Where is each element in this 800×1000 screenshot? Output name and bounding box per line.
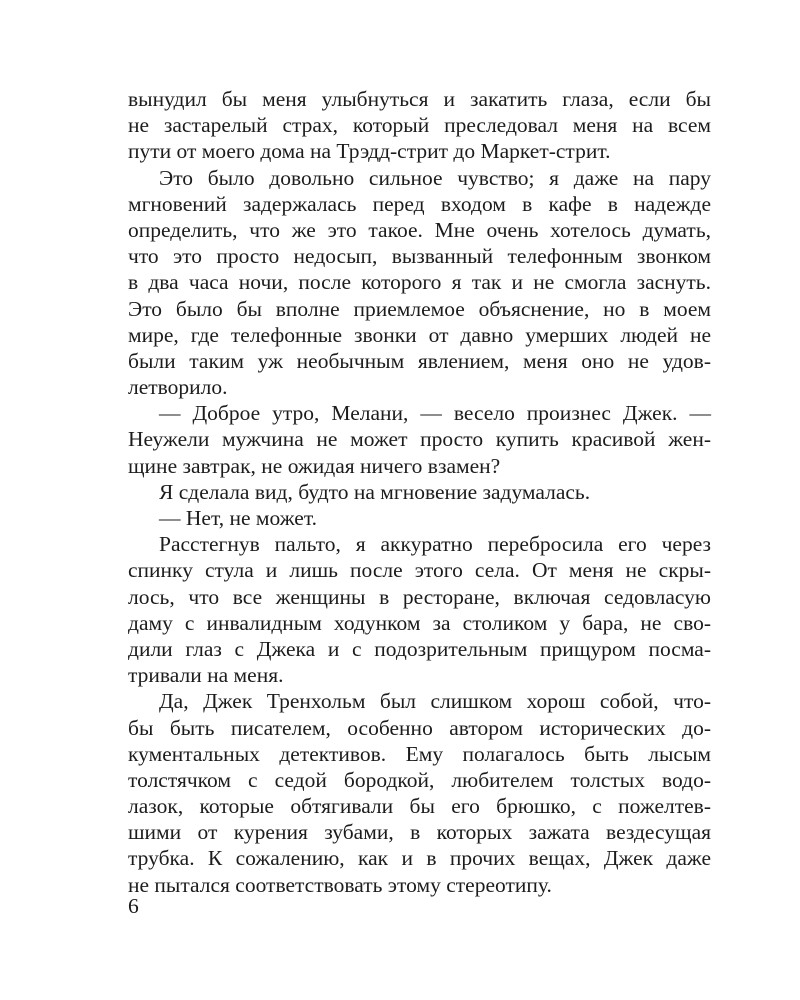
text-line: даму с инвалидным ходунком за столиком у бара, не сво-: [128, 610, 711, 635]
text-line: не пытался соответствовать этому стереотипу.: [128, 872, 552, 897]
text-line: определить, что же это такое. Мне очень хотелось думать,: [128, 217, 711, 242]
text-line: Да, Джек Тренхольм был слишком хорош собой, что-: [159, 689, 711, 714]
text-line: пути от моего дома на Трэдд-стрит до Маркет-стрит.: [128, 139, 611, 164]
text-line: что это просто недосып, вызванный телефонным звонком: [128, 244, 711, 269]
text-line: Неужели мужчина не может просто купить красивой жен-: [128, 427, 711, 452]
text-line: мгновений задержалась перед входом в кафе в надежде: [128, 191, 711, 216]
text-line: не застарелый страх, который преследовал меня на всем: [128, 113, 711, 138]
text-line: спинку стула и лишь после этого села. От меня не скры-: [128, 558, 711, 583]
text-line: шими от курения зубами, в которых зажата вездесущая: [128, 820, 711, 845]
text-line: — Нет, не может.: [159, 506, 317, 530]
text-line: Я сделала вид, будто на мгновение задумалась.: [159, 479, 591, 504]
text-line: — Доброе утро, Мелани, — весело произнес Джек. —: [159, 401, 711, 426]
body-text: [128, 86, 711, 898]
text-line: трубка. К сожалению, как и в прочих вещах, Джек даже: [128, 846, 711, 871]
text-line: Расстегнув пальто, я аккуратно перебросила его через: [159, 532, 711, 557]
text-line: в два часа ночи, после которого я так и не смогла заснуть.: [128, 270, 711, 295]
text-line: вынудил бы меня улыбнуться и закатить глаза, если бы: [128, 87, 711, 111]
text-line: лазок, которые обтягивали бы его брюшко, с пожелтев-: [128, 794, 711, 819]
page-number: 6: [128, 894, 139, 918]
text-line: были таким уж необычным явлением, меня оно не удов-: [128, 348, 711, 373]
text-line: лось, что все женщины в ресторане, включая седовласую: [128, 584, 711, 609]
text-line: бы быть писателем, особенно автором исторических до-: [128, 715, 711, 740]
text-line: летворило.: [128, 375, 228, 400]
text-line: мире, где телефонные звонки от давно умерших людей не: [128, 322, 711, 347]
text-line: толстячком с седой бородкой, любителем толстых водо-: [128, 767, 711, 792]
text-line: кументальных детективов. Ему полагалось быть лысым: [128, 741, 711, 766]
text-line: Это было бы вполне приемлемое объяснение, но в моем: [128, 296, 711, 321]
text-line: Это было довольно сильное чувство; я даже на пару: [159, 165, 711, 190]
text-line: дили глаз с Джека и с подозрительным прищуром посма-: [128, 636, 711, 661]
text-line: тривали на меня.: [128, 663, 284, 688]
text-line: щине завтрак, не ожидая ничего взамен?: [128, 453, 501, 478]
